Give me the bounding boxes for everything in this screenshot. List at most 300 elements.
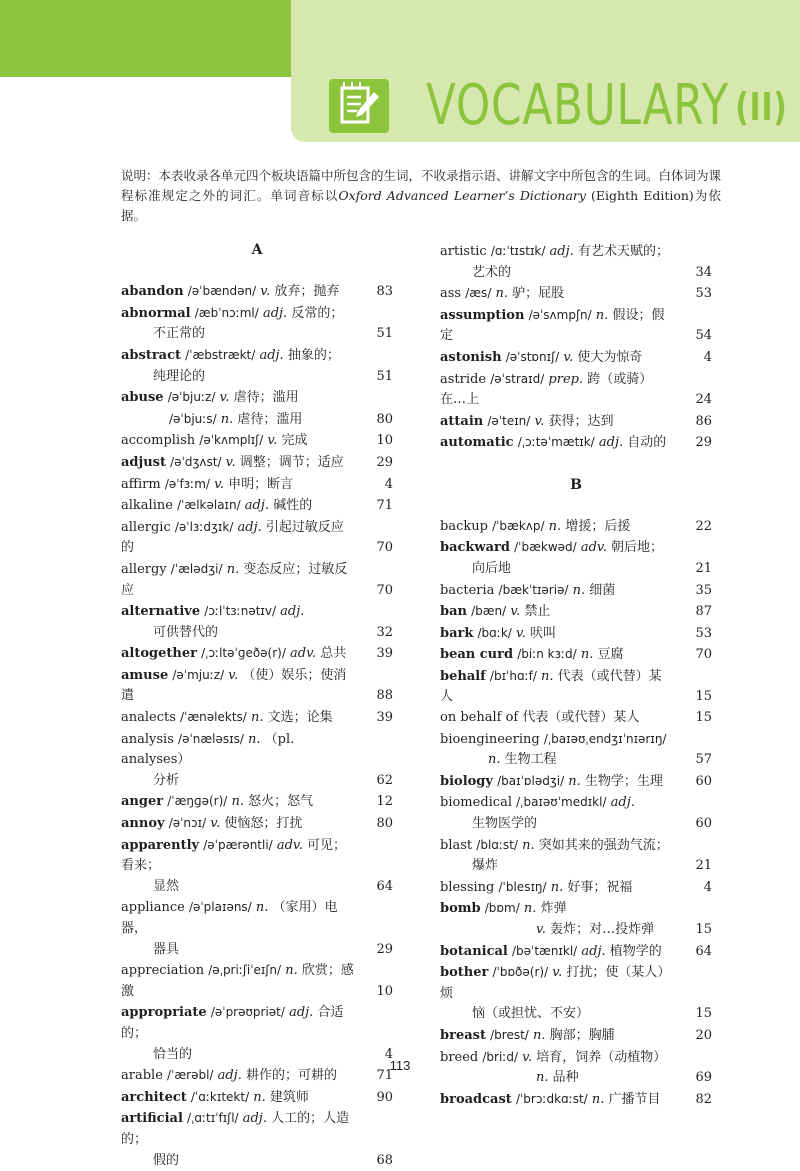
vocab-entry <box>440 729 712 771</box>
vocab-entry <box>440 941 712 963</box>
entry-phonetic: /ˈæŋɡə(r)/ <box>167 794 228 809</box>
title-text: VOCABULARY <box>426 73 730 138</box>
entry-meaning: 放弃；抛弃 <box>274 284 340 300</box>
entry-pos: n. <box>595 307 609 323</box>
entry-word: abuse <box>121 390 164 406</box>
entry-meaning: 变态反应；过敏反应 <box>121 561 348 598</box>
entry-pos-alt: n. <box>220 411 234 427</box>
entry-word: backup <box>440 518 488 534</box>
entry-phonetic: /ˈbrɔːdkɑːst/ <box>515 1091 588 1106</box>
entry-phonetic: /ˈɑːkɪtekt/ <box>190 1089 250 1104</box>
entry-pos: adj. <box>280 604 305 620</box>
entry-pos: n. <box>522 837 535 853</box>
entry-meaning-cont: 向后地 <box>472 560 512 576</box>
entry-pos: n. <box>248 731 261 747</box>
entry-page: 15 <box>695 922 712 937</box>
entry-pos: n. <box>532 1027 546 1043</box>
entry-word: anger <box>121 794 164 810</box>
entry-word: attain <box>440 413 484 429</box>
entry-phonetic: /brest/ <box>490 1027 529 1042</box>
entry-meaning-alt: 品种 <box>552 1070 579 1086</box>
entry-pos: n. <box>572 582 586 598</box>
header-band-left <box>0 0 291 77</box>
entry-phonetic: /ɑːˈtɪstɪk/ <box>490 244 546 258</box>
entry-page: 15 <box>695 689 712 705</box>
entry-page: 24 <box>695 392 712 408</box>
entry-word: analysis <box>121 731 174 747</box>
entry-word: backward <box>440 540 510 556</box>
entry-page: 10 <box>376 983 393 999</box>
entry-phonetic: /əˌpriːʃiˈeɪʃn/ <box>208 963 282 978</box>
entry-word: astonish <box>440 349 502 365</box>
entry-meaning: 豆腐 <box>597 647 624 663</box>
entry-meaning: 合适的； <box>121 1005 344 1041</box>
entry-word: bother <box>440 965 489 981</box>
entry-pos: adj. <box>244 498 270 514</box>
entry-meaning: （使）娱乐；使消遣 <box>121 667 347 704</box>
entry-meaning: （家用）电器， <box>121 900 338 936</box>
entry-meaning-cont: 艺术的 <box>472 264 512 280</box>
entry-meaning: 植物学的 <box>609 943 662 959</box>
entry-phonetic: /blɑːst/ <box>476 837 518 852</box>
entry-page: 80 <box>376 816 393 832</box>
vocab-entry <box>440 962 712 1025</box>
entry-meaning-cont: 器具 <box>153 941 180 957</box>
entry-pos: n. <box>285 963 298 979</box>
entry-meaning: 朝后地； <box>611 540 664 556</box>
entry-phonetic: /ˈbækʌp/ <box>492 518 545 533</box>
entry-pos: v. <box>510 604 521 620</box>
entry-word: amuse <box>121 667 169 683</box>
vocab-entry <box>121 707 393 729</box>
entry-second-sense <box>440 750 674 771</box>
entry-meaning-cont: 假的 <box>153 1152 180 1168</box>
entry-meaning: 申明；断言 <box>228 476 294 492</box>
entry-meaning: 可见；看来； <box>121 837 347 874</box>
entry-meaning: 调整；调节；适应 <box>239 454 344 470</box>
vocab-entry <box>121 601 393 643</box>
entry-page: 71 <box>376 1068 393 1084</box>
entry-meaning: 禁止 <box>524 604 551 620</box>
vocab-entry <box>440 601 712 623</box>
entry-pos-alt: v. <box>536 922 546 937</box>
entry-pos: adj. <box>289 1005 314 1021</box>
entry-page: 57 <box>695 752 712 768</box>
entry-meaning: 细菌 <box>589 582 616 598</box>
entry-pos: adj. <box>242 1111 267 1127</box>
section-heading-b: B <box>570 476 582 493</box>
entry-pos: n. <box>591 1091 605 1107</box>
vocab-entry <box>121 387 393 430</box>
entry-pos: adj. <box>549 244 574 259</box>
entry-pos: v. <box>552 965 563 981</box>
entry-phonetic: /əˈbjuːz/ <box>167 390 216 405</box>
entry-page: 60 <box>695 773 712 789</box>
vocab-entry <box>121 281 393 303</box>
entry-meaning: 耕作的；可耕的 <box>246 1068 338 1084</box>
entry-page: 80 <box>376 411 393 427</box>
entry-meaning: 突如其来的强劲气流； <box>538 837 669 853</box>
entry-pos: v. <box>515 625 526 641</box>
entry-meaning: （pl. analyses） <box>121 731 295 768</box>
entry-word: blessing <box>440 879 495 895</box>
entry-page: 70 <box>376 582 393 598</box>
entry-pos: n. <box>495 286 509 302</box>
entry-page: 10 <box>376 433 393 449</box>
entry-pos-alt: n. <box>536 1070 549 1086</box>
entry-phonetic: /əˈstɒnɪʃ/ <box>505 349 560 364</box>
entry-page: 86 <box>695 413 712 429</box>
entry-word: assumption <box>440 307 525 323</box>
entry-phonetic: /ˈærəbl/ <box>167 1068 214 1083</box>
entry-meaning-cont: 分析 <box>153 772 180 788</box>
entry-word: affirm <box>121 476 161 492</box>
entry-word: annoy <box>121 816 165 832</box>
entry-meaning: 生物学；生理 <box>584 773 663 789</box>
entry-meaning: 反常的； <box>291 305 344 321</box>
entry-phonetic: /ˌɑːtɪˈfɪʃl/ <box>187 1111 239 1126</box>
entry-page: 88 <box>376 688 393 704</box>
entry-word: bark <box>440 625 474 641</box>
entry-page: 29 <box>695 435 712 451</box>
entry-phonetic: /ˌɔːtəˈmætɪk/ <box>517 435 595 450</box>
entry-phonetic: /bəˈtænɪkl/ <box>512 943 578 958</box>
vocab-entry <box>121 452 393 474</box>
entry-page: 60 <box>695 816 712 832</box>
entry-pos: n. <box>580 647 594 663</box>
page-number: 113 <box>389 1058 411 1073</box>
vocab-entry <box>440 241 712 283</box>
entry-page: 29 <box>376 941 393 957</box>
entry-page: 70 <box>695 647 712 663</box>
entry-word: botanical <box>440 943 508 959</box>
vocab-entry <box>121 729 393 792</box>
entry-phonetic: /əˈprəʊpriət/ <box>210 1005 285 1020</box>
entry-meaning: 炸弹 <box>540 901 567 917</box>
entry-meaning: 使恼怒；打扰 <box>224 816 303 832</box>
entry-pos: v. <box>219 390 230 406</box>
vocab-entry <box>440 411 712 433</box>
vocab-entry <box>440 432 712 454</box>
entry-pos: adj. <box>610 795 635 811</box>
entry-phonetic: /əˈlɜːdʒɪk/ <box>174 519 234 534</box>
entry-page: 69 <box>695 1070 712 1086</box>
entry-phonetic: /ˌbaɪəʊˈmedɪkl/ <box>516 795 607 810</box>
entry-page: 4 <box>384 1046 393 1062</box>
entry-word: appreciation <box>121 963 205 979</box>
entry-meaning: 虐待；滥用 <box>233 390 299 406</box>
entry-word: abandon <box>121 284 184 300</box>
entry-meaning-cont: 纯理论的 <box>153 368 206 384</box>
entry-list-b <box>440 516 712 1111</box>
entry-second-sense <box>121 409 355 431</box>
entry-phonetic: /əˈsʌmpʃn/ <box>528 307 592 322</box>
entry-word: bioengineering <box>440 731 540 747</box>
entry-pos: n. <box>253 1089 266 1105</box>
vocab-entry <box>121 517 393 559</box>
entry-pos: v. <box>228 667 239 683</box>
entry-pos: adj. <box>237 519 262 535</box>
entry-meaning: 吠叫 <box>530 625 557 641</box>
entry-word: blast <box>440 837 473 853</box>
entry-word: apparently <box>121 837 200 853</box>
entry-page: 71 <box>376 498 393 514</box>
vocab-entry <box>121 345 393 387</box>
entry-page: 53 <box>695 625 712 641</box>
entry-phonetic: /ˌbaɪəʊˌendʒɪˈnɪərɪŋ/ <box>543 731 667 746</box>
entry-word: ban <box>440 604 467 620</box>
vocab-entry <box>440 305 712 347</box>
entry-pos: v. <box>522 1049 533 1065</box>
vocab-entry <box>121 665 393 707</box>
entry-word: artificial <box>121 1111 183 1127</box>
entry-page: 32 <box>376 624 393 640</box>
entry-meaning: 总共 <box>320 646 347 662</box>
entry-page: 22 <box>695 518 712 534</box>
entry-phonetic: /əˈmjuːz/ <box>172 667 225 682</box>
vocab-entry <box>121 813 393 835</box>
vocab-entry <box>440 898 712 940</box>
entry-page: 82 <box>695 1091 712 1107</box>
vocabulary-note: 说明：本表收录各单元四个板块语篇中所包含的生词，不收录指示语、讲解文字中所包含的生词。白体词为课程标准规定之外的词汇。单词音标以Oxford Advanced Learner’s Dictionary (Eighth Edition)为依据。 <box>121 168 722 223</box>
entry-meaning: 文选；论集 <box>267 710 333 726</box>
entry-pos: n. <box>523 901 537 917</box>
dictionary-name: Oxford Advanced Learner’s Dictionary <box>338 188 586 203</box>
entry-phonetic: /æbˈnɔːml/ <box>194 305 259 320</box>
vocab-entry <box>121 1002 393 1065</box>
entry-pos: v. <box>267 433 278 449</box>
entry-pos: n. <box>226 561 240 577</box>
entry-word: ass <box>440 286 462 302</box>
entry-word: behalf <box>440 668 486 684</box>
entry-phonetic: /bɒm/ <box>484 901 520 916</box>
entry-page: 90 <box>376 1089 393 1105</box>
entry-pos: adv. <box>276 837 303 853</box>
vocab-entry <box>440 283 712 305</box>
entry-meaning: 驴；屁股 <box>512 286 565 302</box>
entry-phonetic: /əˈdʒʌst/ <box>170 454 222 469</box>
entry-list-a-right <box>440 241 712 454</box>
entry-word: breast <box>440 1027 486 1043</box>
vocab-entry <box>440 516 712 538</box>
entry-second-sense <box>440 920 674 941</box>
entry-pos: n. <box>231 794 244 810</box>
vocab-entry <box>440 877 712 899</box>
entry-phonetic: /əˈnæləsɪs/ <box>178 731 244 746</box>
entry-meaning: 使大为惊奇 <box>577 349 643 365</box>
entry-meaning: 增援；后援 <box>565 518 631 534</box>
entry-phonetic: /ˈænəlekts/ <box>180 710 247 725</box>
entry-pos: adj. <box>598 435 624 451</box>
entry-pos: v. <box>225 454 236 470</box>
entry-phonetic: /bæn/ <box>471 604 507 619</box>
entry-word: architect <box>121 1089 187 1105</box>
entry-page: 53 <box>695 286 712 302</box>
entry-meaning-alt: 生物工程 <box>504 752 557 768</box>
vocab-entry <box>440 835 712 877</box>
entry-phonetic-alt: /əˈbjuːs/ <box>169 411 217 426</box>
vocab-entry <box>440 1025 712 1047</box>
vocab-entry <box>121 303 393 345</box>
entry-pos: v. <box>210 816 221 832</box>
entry-meaning: 有艺术天赋的； <box>577 244 669 259</box>
entry-page: 64 <box>695 943 712 959</box>
entry-phonetic: /ˈæbstrækt/ <box>185 347 256 362</box>
entry-phonetic: /əˈkʌmplɪʃ/ <box>199 433 264 448</box>
entry-page: 87 <box>695 604 712 620</box>
entry-pos: adj. <box>581 943 606 959</box>
page-title <box>426 70 788 142</box>
entry-word: on behalf of <box>440 710 519 726</box>
vocab-entry <box>440 623 712 645</box>
entry-word: accomplish <box>121 433 196 449</box>
vocab-entry <box>121 1087 393 1109</box>
entry-phonetic: /briːd/ <box>482 1049 519 1064</box>
entry-page: 62 <box>376 772 393 788</box>
vocab-entry <box>121 474 393 496</box>
entry-meaning-cont: 恰当的 <box>153 1046 193 1062</box>
entry-word: astride <box>440 371 487 387</box>
entry-page: 70 <box>376 540 393 556</box>
entry-pos: adv. <box>290 646 317 662</box>
entry-phonetic: /əˈpærəntli/ <box>203 837 273 852</box>
entry-phonetic: /ˈælədʒi/ <box>170 561 223 576</box>
entry-page: 21 <box>695 560 712 576</box>
entry-phonetic: /əˈbændən/ <box>187 284 257 299</box>
entry-phonetic: /ˈbækwəd/ <box>514 540 577 555</box>
entry-meaning: 完成 <box>281 433 308 449</box>
entry-pos: n. <box>541 668 554 684</box>
entry-meaning: 自动的 <box>627 435 667 451</box>
entry-page: 4 <box>703 879 712 895</box>
entry-pos: adj. <box>262 305 288 321</box>
vocab-entry <box>440 1089 712 1111</box>
entry-pos: adj. <box>259 347 284 363</box>
entry-pos: n. <box>568 773 581 789</box>
entry-phonetic: /baɪˈɒlədʒi/ <box>497 773 565 788</box>
entry-page: 20 <box>695 1027 712 1043</box>
entry-page: 29 <box>376 454 393 470</box>
entry-page: 64 <box>376 878 393 894</box>
entry-pos: prep. <box>548 371 584 387</box>
entry-phonetic: /bækˈtɪəriə/ <box>498 582 569 597</box>
entry-phonetic: /bɑːk/ <box>477 625 512 640</box>
entry-phonetic: /biːn kɜːd/ <box>517 647 577 662</box>
right-column <box>440 241 712 1110</box>
vocab-entry <box>121 643 393 665</box>
entry-pos: v. <box>563 349 574 365</box>
entry-meaning-alt: 轰炸；对…投炸弹 <box>550 922 655 937</box>
entry-meaning: 欣赏；感激 <box>121 963 354 999</box>
entry-pos: v. <box>534 413 545 429</box>
entry-meaning: 广播节目 <box>608 1091 661 1107</box>
entry-page: 21 <box>695 858 712 874</box>
entry-word: bomb <box>440 901 481 917</box>
vocab-entry <box>121 791 393 813</box>
entry-word: breed <box>440 1049 479 1065</box>
entry-pos: v. <box>260 284 271 300</box>
entry-meaning: 抽象的； <box>287 347 340 363</box>
entry-meaning: 代表（或代替）某人 <box>522 710 640 726</box>
entry-phonetic: /əˈstraɪd/ <box>490 371 545 386</box>
entry-phonetic: /əˈnɔɪ/ <box>168 816 207 831</box>
vocab-entry <box>121 559 393 601</box>
entry-phonetic: /ɔːlˈtɜːnətɪv/ <box>204 604 277 619</box>
vocab-entry <box>440 792 712 834</box>
entry-page: 15 <box>695 710 712 726</box>
entry-pos: n. <box>550 879 564 895</box>
vocab-entry <box>440 644 712 666</box>
vocab-entry <box>121 430 393 452</box>
entry-word: alkaline <box>121 498 173 514</box>
vocab-entry <box>121 495 393 517</box>
notepad-pencil-icon <box>328 78 390 134</box>
entry-word: arable <box>121 1068 163 1084</box>
vocab-entry <box>121 1108 393 1171</box>
entry-word: automatic <box>440 435 514 451</box>
entry-word: biology <box>440 773 493 789</box>
entry-page: 39 <box>376 710 393 726</box>
entry-phonetic: /ˌɔːltəˈɡeðə(r)/ <box>201 646 286 661</box>
vocab-entry <box>440 666 712 708</box>
entry-word: altogether <box>121 646 197 662</box>
entry-meaning-cont: 爆炸 <box>472 858 499 874</box>
entry-meaning: 跨（或骑）在…上 <box>440 371 653 408</box>
entry-page: 39 <box>376 646 393 662</box>
entry-word: artistic <box>440 244 487 259</box>
entry-word: allergic <box>121 519 171 535</box>
entry-page: 4 <box>703 349 712 365</box>
entry-page: 54 <box>695 328 712 344</box>
entry-phonetic: /bɪˈhɑːf/ <box>489 668 537 683</box>
section-heading-a: A <box>251 242 263 258</box>
entry-pos: v. <box>214 476 225 492</box>
entry-page: 12 <box>376 794 393 810</box>
entry-word: abstract <box>121 347 182 363</box>
entry-meaning: 碱性的 <box>273 498 313 514</box>
entry-pos: adv. <box>580 540 607 556</box>
entry-page: 34 <box>695 264 712 280</box>
vocab-entry <box>440 369 712 411</box>
entry-word: adjust <box>121 454 166 470</box>
entry-meaning-cont: 可供替代的 <box>153 624 219 640</box>
entry-pos: adj. <box>217 1068 242 1084</box>
entry-page: 4 <box>384 476 393 492</box>
entry-meaning: 胸部；胸脯 <box>549 1027 615 1043</box>
entry-meaning: 打扰；使（某人）烦 <box>440 965 671 1001</box>
entry-word: appliance <box>121 900 185 916</box>
entry-meaning: 建筑师 <box>269 1089 309 1105</box>
vocab-entry <box>440 708 712 729</box>
entry-word: allergy <box>121 561 167 577</box>
entry-page: 51 <box>376 326 393 342</box>
entry-word: analects <box>121 710 176 726</box>
entry-phonetic: /ˈbɒðə(r)/ <box>492 965 549 980</box>
entry-meaning: 获得；达到 <box>548 413 614 429</box>
entry-word: abnormal <box>121 305 191 321</box>
entry-phonetic: /ˈblesɪŋ/ <box>498 879 547 894</box>
entry-page: 51 <box>376 368 393 384</box>
entry-word: bean curd <box>440 647 514 663</box>
entry-meaning: 代表（或代替）某人 <box>440 668 662 705</box>
entry-word: alternative <box>121 604 201 620</box>
left-column <box>121 240 393 1171</box>
vocab-entry <box>121 897 393 960</box>
entry-pos: n. <box>250 710 264 726</box>
entry-page: 35 <box>695 582 712 598</box>
entry-meaning-cont: 生物医学的 <box>472 816 538 832</box>
entry-word: broadcast <box>440 1091 512 1107</box>
